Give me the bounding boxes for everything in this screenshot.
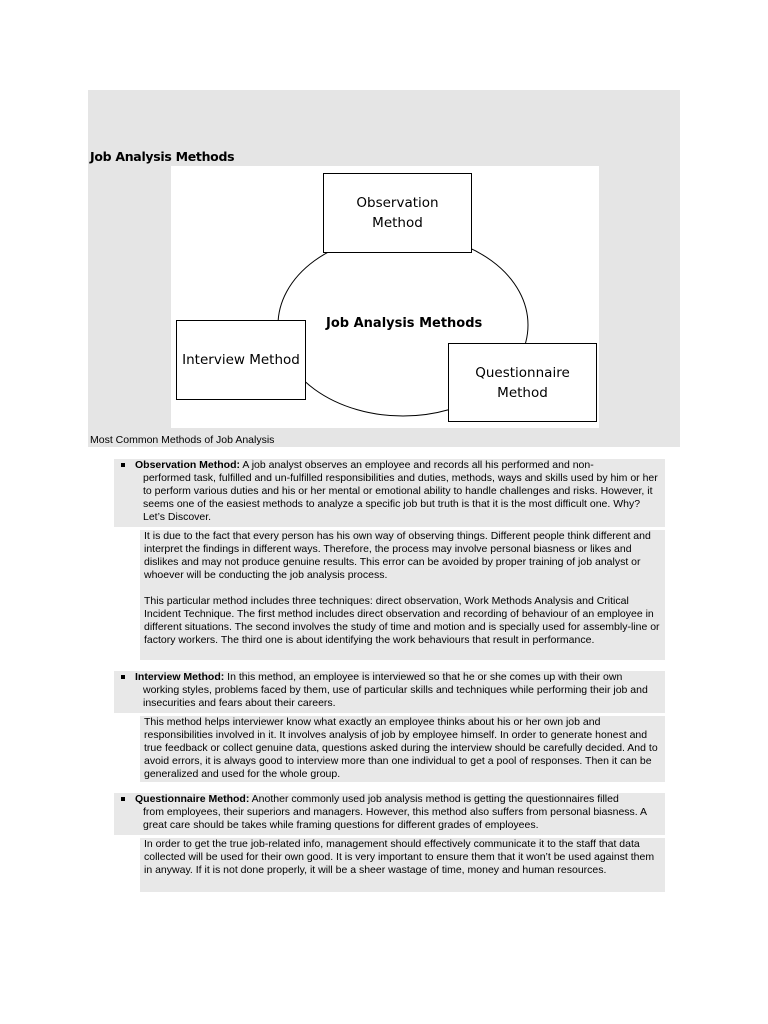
- questionnaire-heading: Questionnaire Method:: [135, 793, 250, 805]
- questionnaire-method-box: [448, 343, 597, 422]
- interview-heading: Interview Method:: [135, 671, 225, 683]
- interview-bullet: [114, 671, 665, 713]
- questionnaire-intro-first: Another commonly used job analysis method is getting the questionnaires filled: [249, 793, 619, 805]
- observation-heading: Observation Method:: [135, 459, 241, 471]
- diagram-center-label: Job Analysis Methods: [326, 316, 483, 331]
- bullet-square: [121, 463, 125, 467]
- interview-intro-rest: working styles, problems faced by them, use of particular skills and techniques while performing their job and insecurities and fears about their careers.: [143, 684, 648, 709]
- figure-caption: Most Common Methods of Job Analysis: [90, 434, 275, 446]
- observation-details: [140, 530, 665, 660]
- observation-bullet: [114, 459, 665, 527]
- interview-method-label: Interview Method: [182, 352, 300, 368]
- observation-method-box: [323, 173, 472, 253]
- observation-intro: [135, 459, 661, 524]
- observation-paragraph-1: It is due to the fact that every person has his own way of observing things. Different people think different and interpret the findings in different ways. Therefore, the process may involve personal biasness or likes and dislikes and may not produce genuine results. This error can be avoided by proper training of job analyst or whoever will be conducting the job analysis process.: [144, 530, 651, 581]
- bullet-square: [121, 675, 125, 679]
- bullet-square: [121, 797, 125, 801]
- page-title: Job Analysis Methods: [90, 149, 235, 164]
- questionnaire-bullet: [114, 793, 665, 835]
- observation-method-label: Observation Method: [356, 195, 439, 231]
- observation-intro-rest: performed task, fulfilled and un-fulfilled responsibilities and duties, methods, ways and skills used by him or her to perform various duties and his or her mental or emotional ability to handle challenges and risks. However, it seems one of the easiest methods to analyze a specific job but truth is that it is the most difficult one. Why? Let’s Discover.: [143, 472, 658, 523]
- interview-paragraph-1: This method helps interviewer know what exactly an employee thinks about his or her own job and responsibilities involved in it. It involves analysis of job by employee himself. In order to generate honest and true feedback or collect genuine data, questions asked during the interview should be carefully decided. And to avoid errors, it is always good to interview more than one individual to get a pool of responses. Then it can be generalized and used for the whole group.: [144, 716, 658, 780]
- observation-intro-first: A job analyst observes an employee and records all his performed and non-: [240, 459, 594, 471]
- interview-details: [140, 716, 665, 782]
- questionnaire-intro: [135, 793, 661, 832]
- interview-intro: [135, 671, 661, 710]
- questionnaire-paragraph-1: In order to get the true job-related info, management should effectively communicate it to the staff that data collected will be used for their own good. It is very important to ensure them that it won’t be used against them in anyway. If it is not done properly, it will be a sheer wastage of time, money and human resources.: [144, 838, 655, 876]
- questionnaire-intro-rest: from employees, their superiors and managers. However, this method also suffers from personal biasness. A great care should be takes while framing questions for different grades of employees.: [143, 806, 647, 831]
- methods-diagram: [171, 166, 599, 428]
- top-panel: [88, 90, 680, 447]
- observation-paragraph-2: This particular method includes three techniques: direct observation, Work Methods Analysis and Critical Incident Technique. The first method includes direct observation and recording of behaviour of an employee in different situations. The second involves the study of time and motion and is specially used for assembly-line or factory workers. The third one is about identifying the work behaviours that result in performance.: [144, 595, 660, 646]
- interview-intro-first: In this method, an employee is interviewed so that he or she comes up with their own: [224, 671, 623, 683]
- questionnaire-details: [140, 838, 665, 892]
- questionnaire-method-label: Questionnaire Method: [475, 364, 570, 401]
- interview-method-box: [176, 320, 306, 400]
